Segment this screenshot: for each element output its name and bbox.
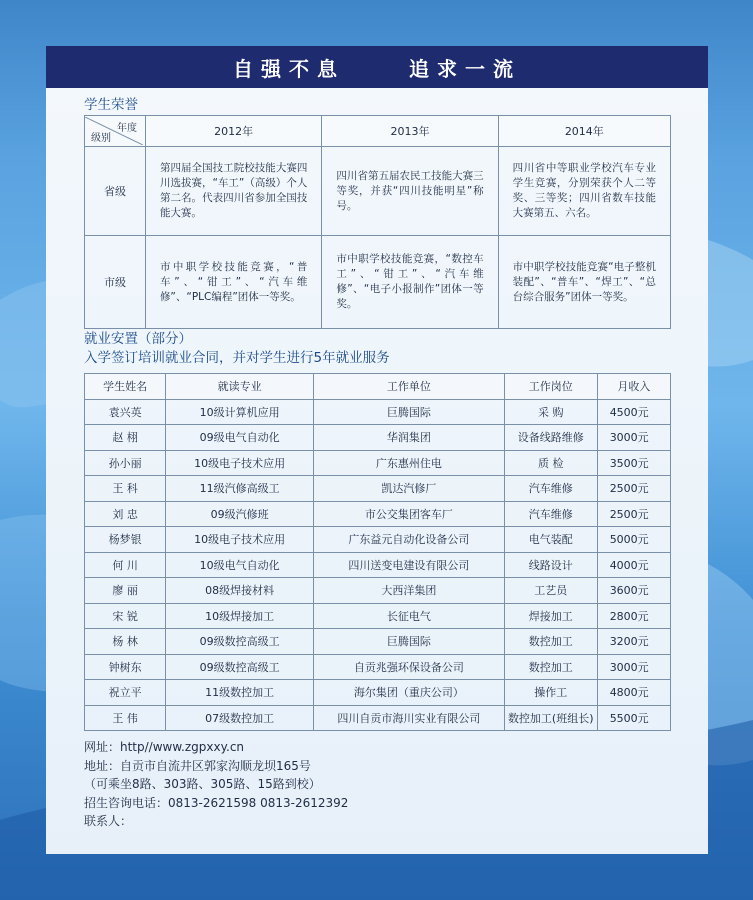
year-header: 2012年 [145, 116, 321, 147]
salary: 4800元 [597, 680, 670, 706]
jobs-subtitle: 入学签订培训就业合同，并对学生进行5年就业服务 [84, 350, 390, 366]
employer: 四川送变电建设有限公司 [314, 552, 505, 578]
honors-header-row [85, 116, 671, 147]
major: 10级电气自动化 [166, 552, 314, 578]
jobs-header-row [85, 374, 671, 400]
student-name: 祝立平 [85, 680, 166, 706]
honor-cell: 四川省中等职业学校汽车专业学生竞赛，分别荣获个人二等奖、三等奖；四川省数车技能大赛第五、六名。 [498, 147, 670, 236]
contact-info [84, 738, 348, 831]
position: 数控加工(班组长) [504, 705, 597, 731]
employer: 巨腾国际 [314, 399, 505, 425]
salary: 4500元 [597, 399, 670, 425]
phone-line: 招生咨询电话：0813-2621598 0813-2612392 [84, 795, 349, 810]
position: 数控加工 [504, 629, 597, 655]
employer: 自贡兆强环保设备公司 [314, 654, 505, 680]
student-name: 袁兴英 [85, 399, 166, 425]
contact-person-line: 联系人： [84, 814, 133, 828]
position: 汽车维修 [504, 501, 597, 527]
student-name: 钟树东 [85, 654, 166, 680]
table-row [85, 527, 671, 553]
position: 质 检 [504, 450, 597, 476]
table-row [85, 425, 671, 451]
major: 11级汽修高级工 [166, 476, 314, 502]
honor-cell: 四川省第五届农民工技能大赛三等奖，并获“四川技能明星”称号。 [322, 147, 498, 236]
salary: 4000元 [597, 552, 670, 578]
table-row [85, 476, 671, 502]
website-line: 网址：http//www.zgpxxy.cn [84, 740, 245, 754]
column-header: 工作单位 [314, 374, 505, 400]
salary: 2500元 [597, 501, 670, 527]
employer: 长征电气 [314, 603, 505, 629]
position: 操作工 [504, 680, 597, 706]
column-header: 就读专业 [166, 374, 314, 400]
table-row [85, 680, 671, 706]
slogan-left: 自强不息 [233, 56, 345, 81]
major: 07级数控加工 [166, 705, 314, 731]
table-row [85, 552, 671, 578]
slogan-banner [46, 46, 708, 88]
salary: 3200元 [597, 629, 670, 655]
employer: 市公交集团客车厂 [314, 501, 505, 527]
position: 电气装配 [504, 527, 597, 553]
employer: 巨腾国际 [314, 629, 505, 655]
employer: 华润集团 [314, 425, 505, 451]
table-row [85, 603, 671, 629]
employer: 四川自贡市海川实业有限公司 [314, 705, 505, 731]
level-label: 省级 [85, 147, 146, 236]
position: 工艺员 [504, 578, 597, 604]
position: 焊接加工 [504, 603, 597, 629]
level-label: 市级 [85, 236, 146, 329]
salary: 3500元 [597, 450, 670, 476]
salary: 3000元 [597, 654, 670, 680]
year-header: 2014年 [498, 116, 670, 147]
honors-corner-cell [85, 116, 146, 147]
salary: 3600元 [597, 578, 670, 604]
position: 线路设计 [504, 552, 597, 578]
jobs-table [84, 373, 671, 731]
column-header: 月收入 [597, 374, 670, 400]
address-line: 地址：自贡市自流井区郭家沟顺龙坝165号 [84, 758, 311, 773]
major: 10级电子技术应用 [166, 527, 314, 553]
major: 09级数控高级工 [166, 629, 314, 655]
major: 10级电子技术应用 [166, 450, 314, 476]
position: 设备线路维修 [504, 425, 597, 451]
student-name: 王 伟 [85, 705, 166, 731]
table-row [85, 399, 671, 425]
honors-table [84, 115, 671, 329]
major: 10级计算机应用 [166, 399, 314, 425]
employer: 广东惠州住电 [314, 450, 505, 476]
jobs-title: 就业安置（部分） [84, 331, 192, 347]
position: 数控加工 [504, 654, 597, 680]
employer: 大西洋集团 [314, 578, 505, 604]
student-name: 王 科 [85, 476, 166, 502]
table-row [85, 501, 671, 527]
student-name: 宋 锐 [85, 603, 166, 629]
bus-line: （可乘坐8路、303路、305路、15路到校） [84, 777, 321, 791]
column-header: 学生姓名 [85, 374, 166, 400]
student-name: 孙小丽 [85, 450, 166, 476]
table-row [85, 654, 671, 680]
content-panel [46, 46, 708, 854]
year-header: 2013年 [322, 116, 498, 147]
table-row [85, 629, 671, 655]
position: 汽车维修 [504, 476, 597, 502]
employer: 海尔集团（重庆公司） [314, 680, 505, 706]
column-header: 工作岗位 [504, 374, 597, 400]
corner-level-label: 级别 [91, 133, 111, 144]
position: 采 购 [504, 399, 597, 425]
salary: 2500元 [597, 476, 670, 502]
student-name: 何 川 [85, 552, 166, 578]
honor-cell: 第四届全国技工院校技能大赛四川选拔赛，“车工”（高级）个人第二名。代表四川省参加全国技能大赛。 [145, 147, 321, 236]
student-name: 刘 忠 [85, 501, 166, 527]
student-name: 赵 栩 [85, 425, 166, 451]
student-name: 杨 林 [85, 629, 166, 655]
employer: 凯达汽修厂 [314, 476, 505, 502]
major: 10级焊接加工 [166, 603, 314, 629]
major: 09级数控高级工 [166, 654, 314, 680]
major: 09级汽修班 [166, 501, 314, 527]
table-row [85, 450, 671, 476]
employer: 广东益元自动化设备公司 [314, 527, 505, 553]
major: 09级电气自动化 [166, 425, 314, 451]
student-name: 杨梦银 [85, 527, 166, 553]
salary: 5000元 [597, 527, 670, 553]
honors-title: 学生荣誉 [84, 97, 138, 113]
honor-cell: 市中职学校技能竞赛，“普车”、“钳工”、“汽车维修”、“PLC编程”团体一等奖。 [145, 236, 321, 329]
honor-cell: 市中职学校技能竞赛，“数控车工”、“钳工”、“汽车维修”、“电子小报制作”团体一等奖。 [322, 236, 498, 329]
student-name: 廖 丽 [85, 578, 166, 604]
table-row [85, 705, 671, 731]
slogan-right: 追求一流 [409, 56, 521, 81]
salary: 5500元 [597, 705, 670, 731]
major: 11级数控加工 [166, 680, 314, 706]
salary: 2800元 [597, 603, 670, 629]
salary: 3000元 [597, 425, 670, 451]
honor-cell: 市中职学校技能竞赛“电子整机装配”、“普车”、“焊工”、“总台综合服务”团体一等奖。 [498, 236, 670, 329]
major: 08级焊接材料 [166, 578, 314, 604]
table-row [85, 578, 671, 604]
honors-row-municipal [85, 236, 671, 329]
honors-row-provincial [85, 147, 671, 236]
corner-year-label: 年度 [117, 123, 137, 134]
